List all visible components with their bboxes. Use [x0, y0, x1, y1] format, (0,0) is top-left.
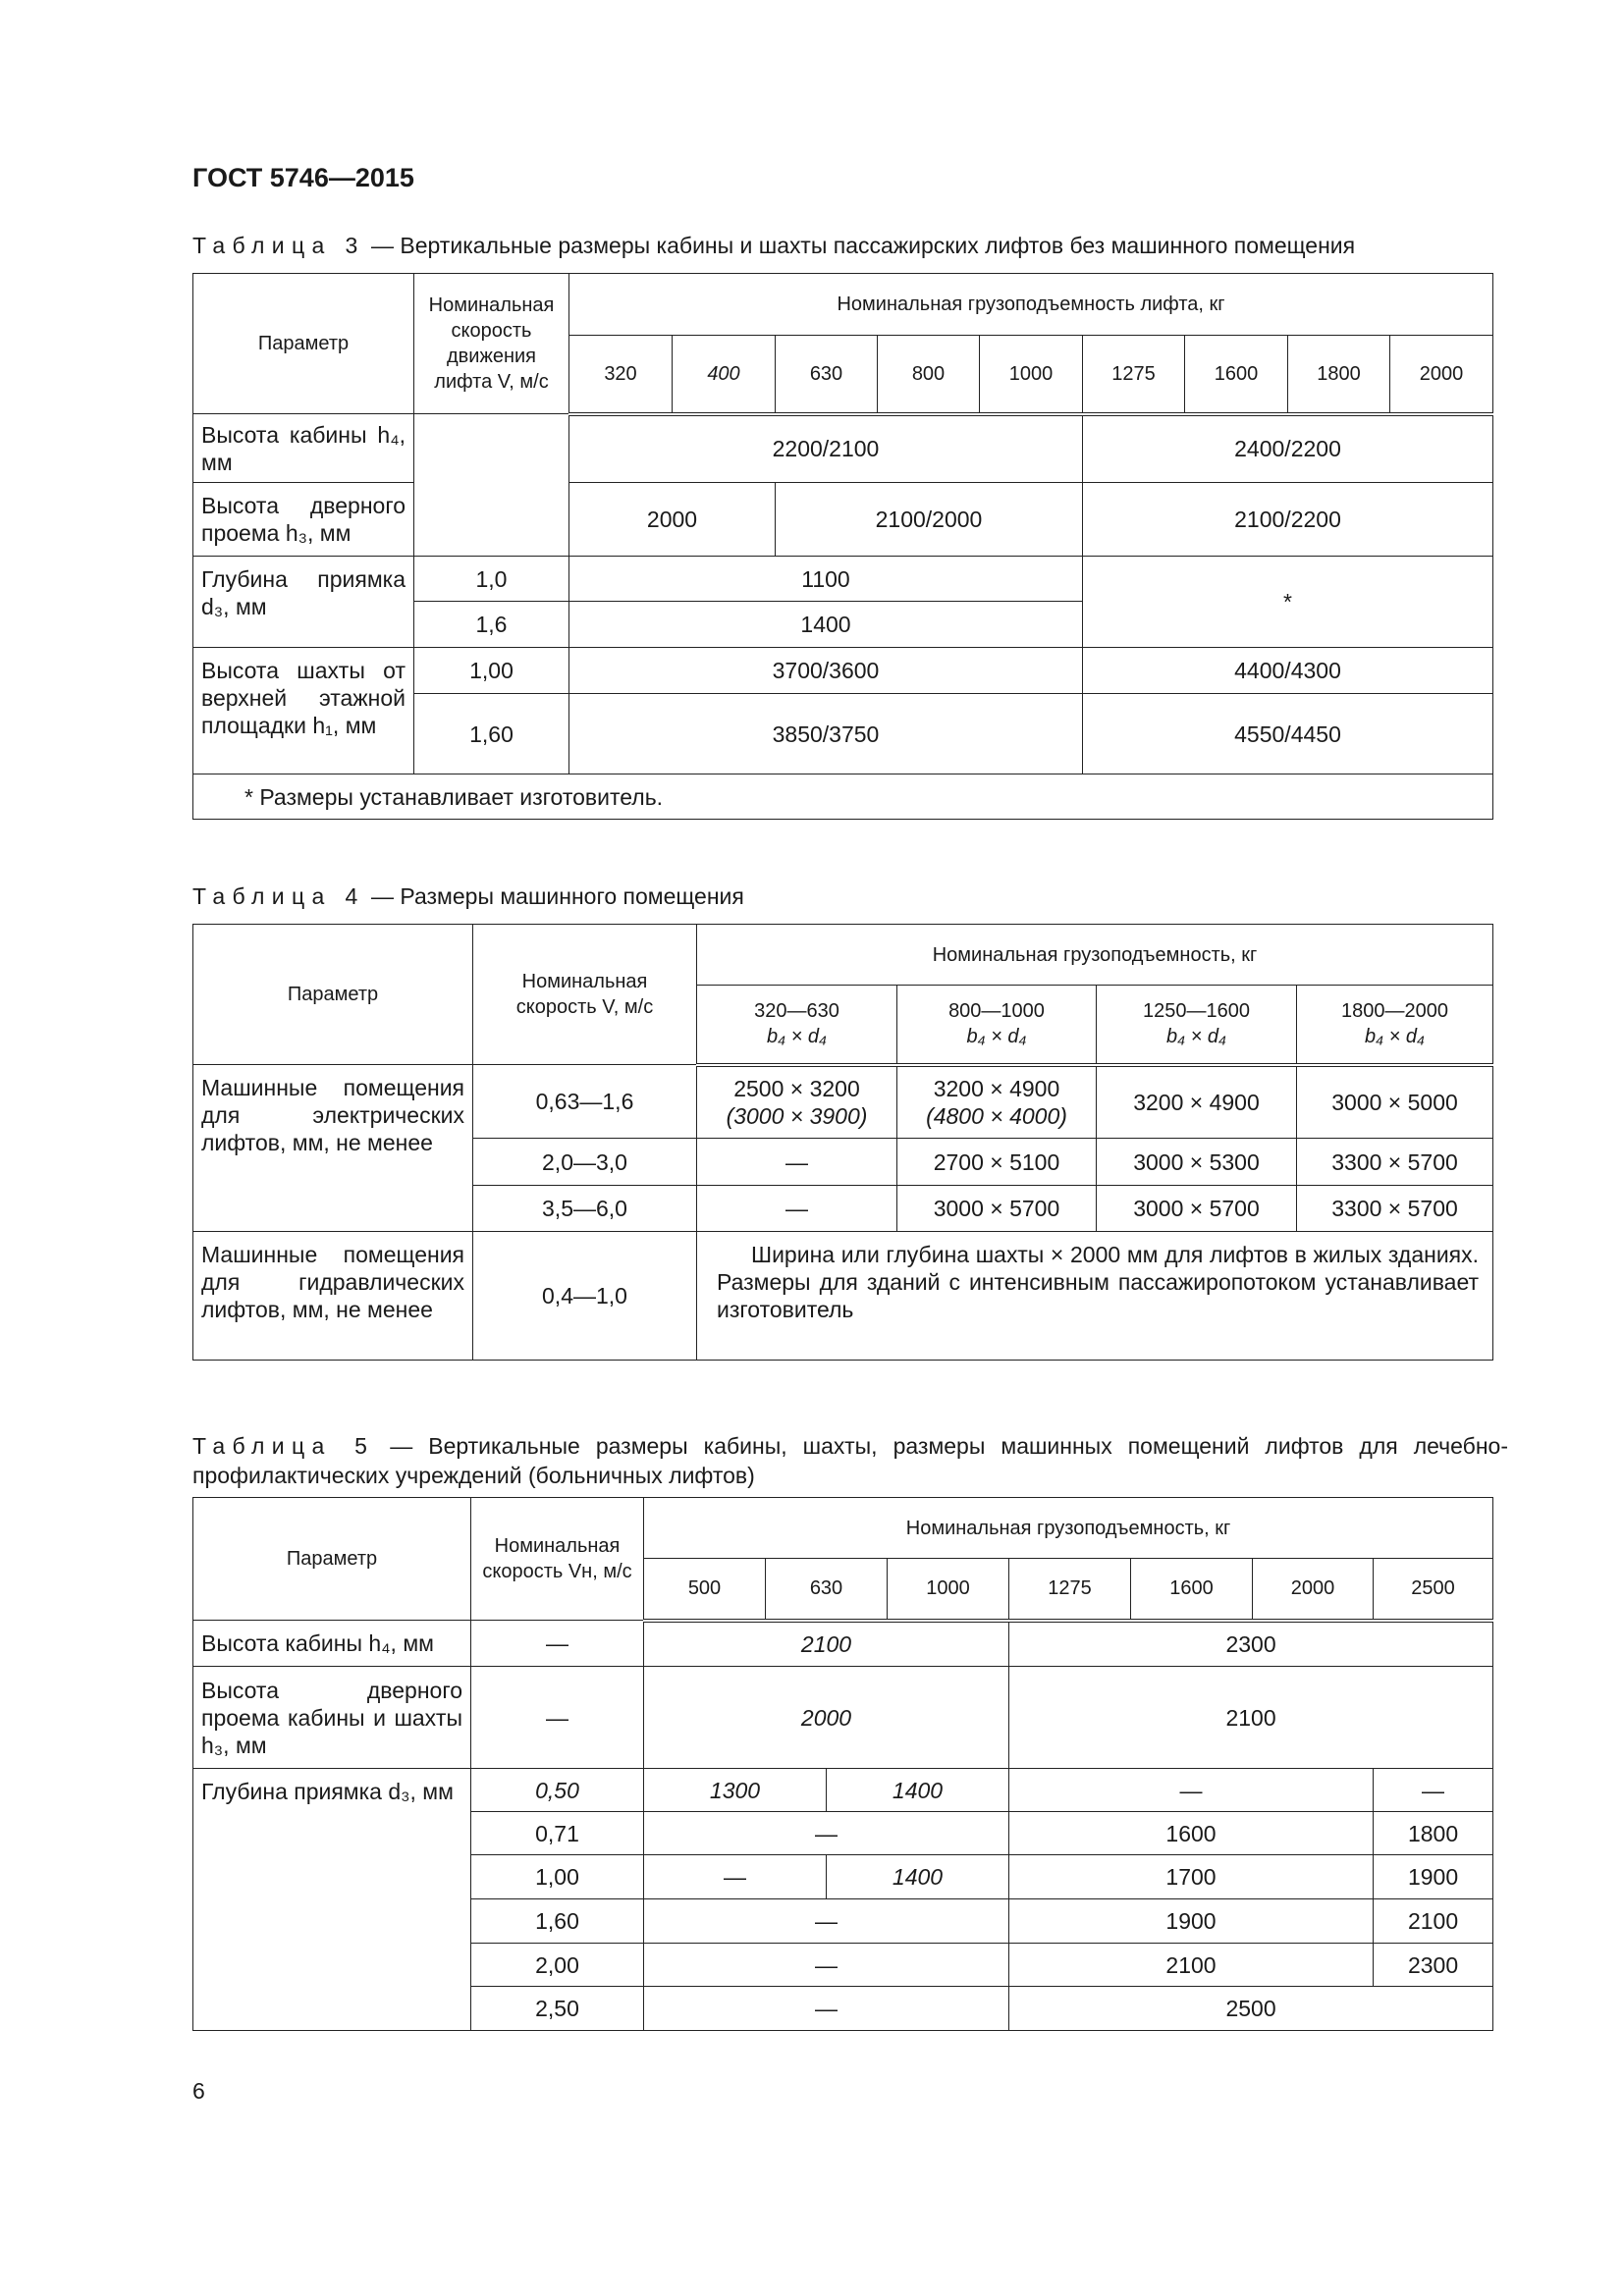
- table5-cell: —: [1374, 1769, 1493, 1812]
- table4-row-label: Машинные помещения для гидравлических лифтов, мм, не менее: [193, 1232, 473, 1361]
- table5-cell: —: [644, 1944, 1009, 1987]
- table5-load: 1000: [888, 1559, 1009, 1621]
- table4-speed: 3,5—6,0: [473, 1186, 697, 1232]
- table4-cell: —: [697, 1139, 897, 1186]
- table4-header-speed: Номинальная скорость V, м/с: [473, 925, 697, 1065]
- table5-load: 2000: [1253, 1559, 1374, 1621]
- table5: [192, 1497, 1493, 2031]
- table3-load: 400: [673, 336, 776, 414]
- table5-cell: 1400: [827, 1769, 1009, 1812]
- table3-row-label: Глубина приямка d₃, мм: [193, 557, 414, 648]
- table5-cell: 2100: [1374, 1899, 1493, 1944]
- table3-header-capacity: Номинальная грузоподъемность лифта, кг: [569, 274, 1493, 336]
- table4-cell: 2500 × 3200 (3000 × 3900): [697, 1065, 897, 1139]
- table5-load: 1600: [1131, 1559, 1253, 1621]
- table3-row-label: Высота кабины h₄, мм: [193, 414, 414, 483]
- table5-caption: Таблица 5 — Вертикальные размеры кабины, шахты, размеры машинных помещений лифтов для лечебно-профилактических учреждений (больничных лифтов): [192, 1433, 1508, 1488]
- table5-cell: 2300: [1374, 1944, 1493, 1987]
- table4-range-header: 1800—2000 b₄ × d₄: [1297, 986, 1493, 1065]
- table3-cell: 1100: [569, 557, 1083, 602]
- table3-speed: 1,6: [414, 602, 569, 648]
- table5-cell: 1400: [827, 1855, 1009, 1899]
- table4-cell: 3000 × 5300: [1097, 1139, 1297, 1186]
- table5-header-capacity: Номинальная грузоподъемность, кг: [644, 1498, 1493, 1559]
- table4-cell: 3300 × 5700: [1297, 1139, 1493, 1186]
- page-number: 6: [192, 2078, 205, 2104]
- table5-cell: 1900: [1009, 1899, 1374, 1944]
- table5-cell: 2100: [1009, 1944, 1374, 1987]
- table3-cell: 2000: [569, 483, 776, 557]
- table3-caption: Таблица 3 — Вертикальные размеры кабины и шахты пассажирских лифтов без машинного помещения: [192, 233, 1356, 258]
- table3-load: 800: [878, 336, 980, 414]
- table3-cell: 2200/2100: [569, 414, 1083, 483]
- table3-load: 1600: [1185, 336, 1288, 414]
- table5-cell: 1900: [1374, 1855, 1493, 1899]
- table5-speed: —: [471, 1621, 644, 1667]
- table5-speed: 1,60: [471, 1899, 644, 1944]
- table5-cell: —: [644, 1812, 1009, 1855]
- table4-speed: 2,0—3,0: [473, 1139, 697, 1186]
- table5-load: 1275: [1009, 1559, 1131, 1621]
- table5-speed: 2,50: [471, 1987, 644, 2031]
- table5-cell: 1700: [1009, 1855, 1374, 1899]
- table4-cell: 3300 × 5700: [1297, 1186, 1493, 1232]
- table3-row-label: Высота шахты от верхней этажной площадки h₁, мм: [193, 648, 414, 774]
- table3-speed: 1,60: [414, 694, 569, 774]
- table3-cell: 2100/2200: [1083, 483, 1493, 557]
- table4-header-capacity: Номинальная грузоподъемность, кг: [697, 925, 1493, 986]
- table4-cell: 2700 × 5100: [897, 1139, 1097, 1186]
- table3-load: 1275: [1083, 336, 1185, 414]
- table3-cell: 1400: [569, 602, 1083, 648]
- table4-range-header: 1250—1600 b₄ × d₄: [1097, 986, 1297, 1065]
- table3: [192, 273, 1493, 820]
- table5-speed: 0,50: [471, 1769, 644, 1812]
- table3-load: 320: [569, 336, 673, 414]
- table3-load: 1000: [980, 336, 1083, 414]
- table5-load: 500: [644, 1559, 766, 1621]
- table3-header-parameter: Параметр: [193, 274, 414, 414]
- table5-cell: 1800: [1374, 1812, 1493, 1855]
- table3-cell: 2100/2000: [776, 483, 1083, 557]
- table4: [192, 924, 1493, 1361]
- table5-cell: 1300: [644, 1769, 827, 1812]
- table4-cell: 3000 × 5700: [897, 1186, 1097, 1232]
- document-header: ГОСТ 5746—2015: [192, 163, 414, 192]
- table4-cell: 3200 × 4900: [1097, 1065, 1297, 1139]
- table4-header-parameter: Параметр: [193, 925, 473, 1065]
- table5-row-label: Высота дверного проема кабины и шахты h₃, мм: [193, 1667, 471, 1769]
- table4-row-label: Машинные помещения для электрических лифтов, мм, не менее: [193, 1065, 473, 1232]
- table5-load: 2500: [1374, 1559, 1493, 1621]
- table5-cell: 1600: [1009, 1812, 1374, 1855]
- table5-speed: 2,00: [471, 1944, 644, 1987]
- table5-cell: 2100: [644, 1621, 1009, 1667]
- table3-load: 2000: [1390, 336, 1493, 414]
- table4-cell: —: [697, 1186, 897, 1232]
- table3-cell: 3700/3600: [569, 648, 1083, 694]
- table3-row-label: Высота дверного проема h₃, мм: [193, 483, 414, 557]
- table4-speed: 0,63—1,6: [473, 1065, 697, 1139]
- table3-load: 630: [776, 336, 878, 414]
- table3-cell: 4400/4300: [1083, 648, 1493, 694]
- table3-cell: 3850/3750: [569, 694, 1083, 774]
- table4-cell: 3200 × 4900 (4800 × 4000): [897, 1065, 1097, 1139]
- table4-range-header: 800—1000 b₄ × d₄: [897, 986, 1097, 1065]
- table5-header-speed: Номинальная скорость Vн, м/с: [471, 1498, 644, 1621]
- table4-range-header: 320—630 b₄ × d₄: [697, 986, 897, 1065]
- table5-row-label: Высота кабины h₄, мм: [193, 1621, 471, 1667]
- table5-row-label: Глубина приямка d₃, мм: [193, 1769, 471, 2031]
- table3-cell: 4550/4450: [1083, 694, 1493, 774]
- table5-cell: 2000: [644, 1667, 1009, 1769]
- table3-speed: 1,00: [414, 648, 569, 694]
- table5-header-parameter: Параметр: [193, 1498, 471, 1621]
- table5-cell: —: [644, 1855, 827, 1899]
- table5-cell: —: [1009, 1769, 1374, 1812]
- table3-footnote: * Размеры устанавливает изготовитель.: [193, 774, 1493, 820]
- table5-cell: 2300: [1009, 1621, 1493, 1667]
- table5-speed: 0,71: [471, 1812, 644, 1855]
- table4-cell: 3000 × 5000: [1297, 1065, 1493, 1139]
- table5-load: 630: [766, 1559, 888, 1621]
- table3-load: 1800: [1288, 336, 1390, 414]
- table5-speed: 1,00: [471, 1855, 644, 1899]
- table3-cell: 2400/2200: [1083, 414, 1493, 483]
- table4-cell: 3000 × 5700: [1097, 1186, 1297, 1232]
- table3-speed-empty: [414, 414, 569, 557]
- table3-header-speed: Номинальная скорость движения лифта V, м/с: [414, 274, 569, 414]
- table3-cell: *: [1083, 557, 1493, 648]
- table4-hydraulic-text: Ширина или глубина шахты × 2000 мм для лифтов в жилых зданиях. Размеры для зданий с интенсивным пассажиропотоком устанавливает изготовитель: [697, 1232, 1493, 1361]
- table5-cell: —: [644, 1899, 1009, 1944]
- table5-cell: 2100: [1009, 1667, 1493, 1769]
- table5-cell: 2500: [1009, 1987, 1493, 2031]
- table5-cell: —: [644, 1987, 1009, 2031]
- table4-speed: 0,4—1,0: [473, 1232, 697, 1361]
- table4-caption: Таблица 4 — Размеры машинного помещения: [192, 883, 744, 909]
- table3-speed: 1,0: [414, 557, 569, 602]
- table5-speed: —: [471, 1667, 644, 1769]
